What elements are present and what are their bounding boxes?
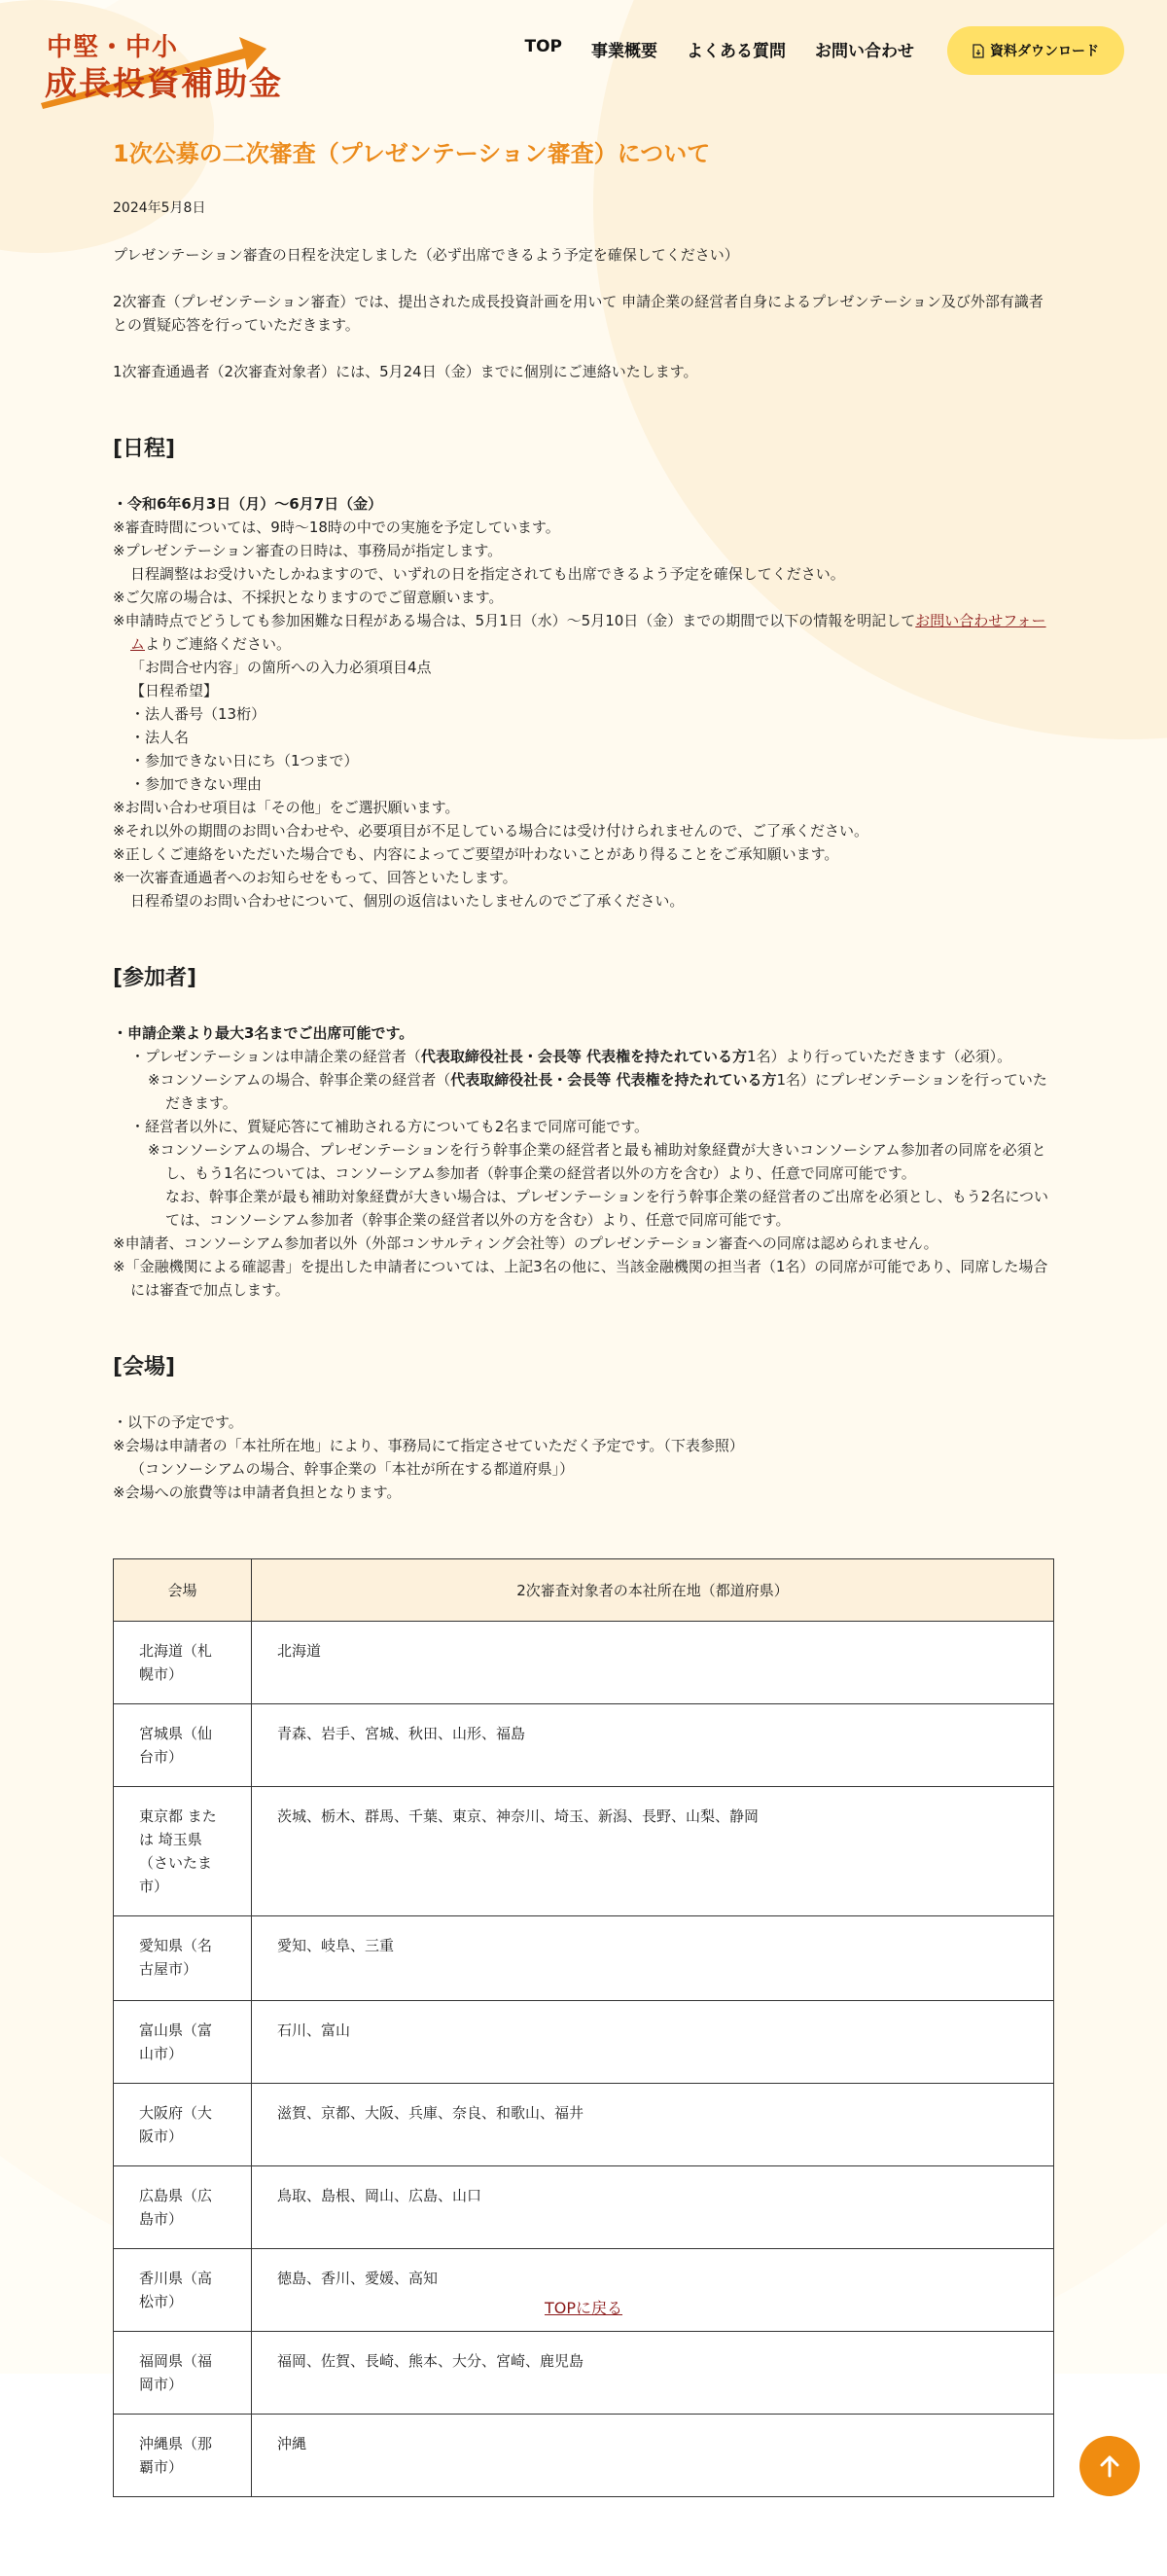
venue-section (113, 1348, 1054, 2497)
schedule-note: ※審査時間については、9時～18時の中での実施を予定しています。 (113, 519, 560, 536)
lead-text: プレゼンテーション審査の日程を決定しました（必ず出席できるよう予定を確保してください） (113, 246, 739, 264)
table-row (114, 2166, 1054, 2249)
schedule-item: ・法人番号（13桁） (130, 705, 266, 723)
prefectures-cell: 徳島、香川、愛媛、高知 (252, 2249, 1054, 2332)
venue-note: ※会場は申請者の「本社所在地」により、事務局にて指定させていただく予定です。（下表参照） (113, 1437, 744, 1454)
main-nav (524, 37, 914, 61)
notice-paragraph: 1次審査通過者（2次審査対象者）には、5月24日（金）までに個別にご連絡いたします。 (113, 363, 698, 380)
venue-cell: 香川県（高松市） (114, 2249, 252, 2332)
publish-date: 2024年5月8日 (113, 200, 206, 216)
schedule-heading: [日程] (113, 437, 176, 461)
document-icon (972, 44, 984, 58)
venue-cell: 宮城県（仙台市） (114, 1704, 252, 1787)
table-row (114, 1787, 1054, 1916)
schedule-dates: ・令和6年6月3日（月）～6月7日（金） (113, 495, 383, 513)
participants-note: ・プレゼンテーションは申請企業の経営者（代表取締役社長・会長等 代表権を持たれている方1名）より行っていただきます（必須）。 (130, 1048, 1012, 1065)
venue-cell: 福岡県（福岡市） (114, 2332, 252, 2415)
table-row (114, 2332, 1054, 2415)
venue-heading: [会場] (113, 1355, 176, 1379)
table-row (114, 1622, 1054, 1704)
schedule-note: ※ご欠席の場合は、不採択となりますのでご留意願います。 (113, 589, 504, 606)
schedule-section (113, 430, 1054, 912)
schedule-note: ※お問い合わせ項目は「その他」をご選択願います。 (113, 799, 460, 816)
table-row (114, 1916, 1054, 2001)
table-row (114, 2084, 1054, 2166)
schedule-note: ※申請時点でどうしても参加困難な日程がある場合は、5月1日（水）～5月10日（金）までの期間で以下の情報を明記してお問い合わせフォームよりご連絡ください。 (113, 612, 1046, 653)
prefectures-cell: 北海道 (252, 1622, 1054, 1704)
article (113, 134, 1054, 2497)
schedule-note: 日程希望のお問い合わせについて、個別の返信はいたしませんのでご了承ください。 (130, 892, 685, 910)
participants-note: ※コンソーシアムの場合、幹事企業の経営者（代表取締役社長・会長等 代表権を持たれている方1名）にプレゼンテーションを行っていただきます。 (148, 1071, 1047, 1112)
schedule-note: ※一次審査通過者へのお知らせをもって、回答といたします。 (113, 869, 517, 886)
schedule-item: ・参加できない理由 (130, 775, 263, 793)
prefectures-cell: 青森、岩手、宮城、秋田、山形、福島 (252, 1704, 1054, 1787)
venue-cell: 沖縄県（那覇市） (114, 2415, 252, 2497)
venue-cell: 東京都 または 埼玉県（さいたま市） (114, 1787, 252, 1916)
schedule-note: 日程調整はお受けいたしかねますので、いずれの日を指定されても出席できるよう予定を確保してください。 (130, 565, 845, 583)
participants-note: なお、幹事企業が最も補助対象経費が大きい場合は、プレゼンテーションを行う幹事企業の経営者のご出席を必須とし、もう2名については、コンソーシアム参加者（幹事企業の経営者以外の方を含む）より、任意で同席可能です。 (165, 1188, 1049, 1229)
table-row (114, 1704, 1054, 1787)
schedule-note: ※それ以外の期間のお問い合わせや、必要項目が不足している場合には受け付けられませんので、ご了承ください。 (113, 822, 868, 840)
schedule-note: 「お問合せ内容」の箇所への入力必須項目4点 (130, 659, 432, 676)
venue-table (113, 1558, 1054, 2497)
participants-note: ・経営者以外に、質疑応答にて補助される方についても2名まで同席可能です。 (130, 1118, 650, 1135)
venue-note: ・以下の予定です。 (113, 1413, 243, 1431)
table-header-venue: 会場 (114, 1559, 252, 1622)
participants-note: ※「金融機関による確認書」を提出した申請者については、上記3名の他に、当該金融機関の担当者（1名）の同席が可能であり、同席した場合には審査で加点します。 (113, 1258, 1048, 1299)
table-row (114, 2001, 1054, 2084)
download-button[interactable] (947, 26, 1124, 75)
table-header-prefectures: 2次審査対象者の本社所在地（都道府県） (252, 1559, 1054, 1622)
logo-line1: 中堅・中小 (47, 33, 179, 62)
schedule-item: ・法人名 (130, 729, 190, 746)
prefectures-cell: 茨城、栃木、群馬、千葉、東京、神奈川、埼玉、新潟、長野、山梨、静岡 (252, 1787, 1054, 1916)
nav-overview[interactable]: 事業概要 (591, 42, 657, 61)
venue-note: （コンソーシアムの場合、幹事企業の「本社が所在する都道府県」） (130, 1460, 575, 1478)
participants-note: ※コンソーシアムの場合、プレゼンテーションを行う幹事企業の経営者と最も補助対象経費が大きいコンソーシアム参加者の同席を必須とし、もう1名については、コンソーシアム参加者（幹事企業の経営者以外の方を含む）より、任意で同席可能です。 (148, 1141, 1046, 1182)
schedule-note: 【日程希望】 (130, 682, 219, 699)
participants-note: ※申請者、コンソーシアム参加者以外（外部コンサルティング会社等）のプレゼンテーション審査への同席は認められません。 (113, 1234, 938, 1252)
venue-cell: 大阪府（大阪市） (114, 2084, 252, 2166)
nav-contact[interactable]: お問い合わせ (815, 42, 914, 61)
arrow-up-icon (1097, 2453, 1122, 2479)
prefectures-cell: 愛知、岐阜、三重 (252, 1916, 1054, 2001)
table-row (114, 2249, 1054, 2332)
site-header (0, 0, 1167, 107)
nav-faq[interactable]: よくある質問 (687, 42, 786, 61)
participants-section (113, 959, 1054, 1302)
venue-cell: 広島県（広島市） (114, 2166, 252, 2249)
venue-cell: 富山県（富山市） (114, 2001, 252, 2084)
logo-line2: 成長投資補助金 (45, 64, 283, 102)
prefectures-cell: 鳥取、島根、岡山、広島、山口 (252, 2166, 1054, 2249)
prefectures-cell: 沖縄 (252, 2415, 1054, 2497)
schedule-note: ※プレゼンテーション審査の日時は、事務局が指定します。 (113, 542, 503, 559)
download-label: 資料ダウンロード (990, 44, 1099, 59)
venue-note: ※会場への旅費等は申請者負担となります。 (113, 1484, 402, 1501)
intro-paragraph: 2次審査（プレゼンテーション審査）では、提出された成長投資計画を用いて 申請企業の経営者自身によるプレゼンテーション及び外部有識者との質疑応答を行っていただきます。 (113, 293, 1043, 334)
back-to-top-area (0, 2296, 1167, 2318)
site-logo[interactable] (39, 19, 283, 109)
scroll-to-top-button[interactable] (1079, 2436, 1140, 2496)
schedule-item: ・参加できない日にち（1つまで） (130, 752, 359, 769)
schedule-note: ※正しくご連絡をいただいた場合でも、内容によってご要望が叶わないことがあり得ることをご承知願います。 (113, 845, 839, 863)
page-title: 1次公募の二次審査（プレゼンテーション審査）について (113, 140, 711, 167)
back-to-top-link[interactable]: TOPに戻る (544, 2299, 623, 2317)
participants-heading: [参加者] (113, 966, 197, 990)
venue-cell: 愛知県（名古屋市） (114, 1916, 252, 2001)
participants-note: ・申請企業より最大3名までご出席可能です。 (113, 1024, 414, 1042)
prefectures-cell: 石川、富山 (252, 2001, 1054, 2084)
contact-form-link[interactable]: お問い合わせフォーム (130, 612, 1046, 653)
nav-top[interactable]: TOP (524, 37, 562, 56)
prefectures-cell: 福岡、佐賀、長崎、熊本、大分、宮崎、鹿児島 (252, 2332, 1054, 2415)
prefectures-cell: 滋賀、京都、大阪、兵庫、奈良、和歌山、福井 (252, 2084, 1054, 2166)
venue-cell: 北海道（札幌市） (114, 1622, 252, 1704)
table-row (114, 2415, 1054, 2497)
